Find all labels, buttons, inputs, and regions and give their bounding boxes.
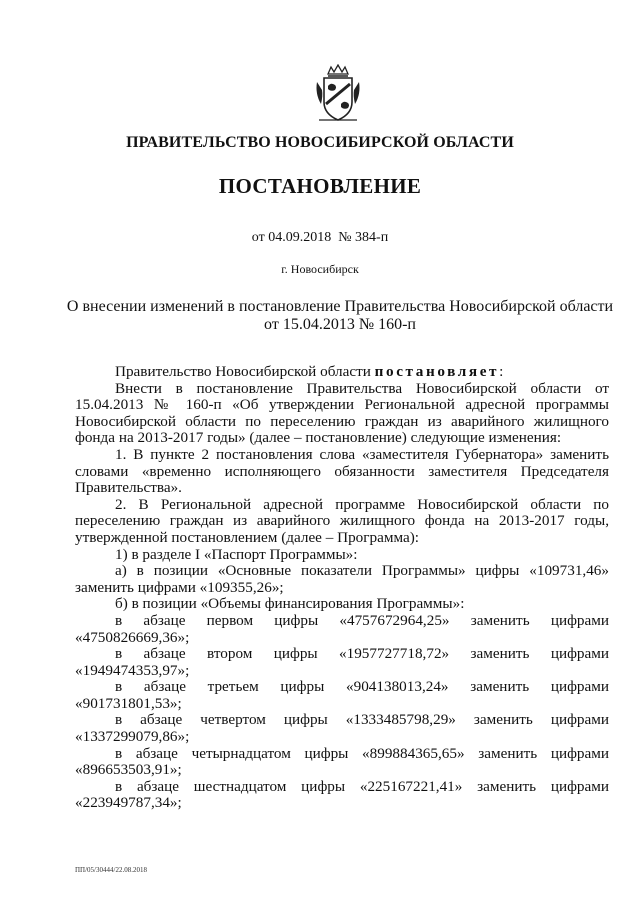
paragraph-10: в абзаце четвертом цифры «1333485798,29» заменить цифрами «1337299079,86»; (75, 711, 609, 746)
paragraph-3: 2. В Региональной адресной программе Новосибирской области по переселению граждан из аварийного жилищного фонда на 2013-2017 годы, утвержденной постановлением (далее – Программа): (75, 495, 609, 546)
paragraph-11: в абзаце четырнадцатом цифры «899884365,65» заменить цифрами «896653503,91»; (75, 744, 609, 779)
coat-of-arms-icon (314, 64, 362, 124)
document-body (75, 364, 609, 812)
paragraph-8: в абзаце втором цифры «1957727718,72» заменить цифрами «1949474353,97»; (75, 645, 609, 679)
subject-line-2: от 15.04.2013 № 160-п (264, 316, 416, 333)
paragraph-7: в абзаце первом цифры «4757672964,25» заменить цифрами «4750826669,36»; (75, 611, 609, 646)
paragraph-12: в абзаце шестнадцатом цифры «225167221,41» заменить цифрами «223949787,34»; (75, 777, 609, 812)
subject (60, 298, 620, 334)
intro-prefix: Правительство Новосибирской области (115, 363, 375, 380)
city: г. Новосибирск (281, 262, 359, 276)
paragraph-9: в абзаце третьем цифры «904138013,24» заменить цифрами «901731801,53»; (75, 678, 609, 712)
intro-verb: постановляет (374, 363, 500, 380)
intro-paragraph (75, 364, 609, 381)
government-title: ПРАВИТЕЛЬСТВО НОВОСИБИРСКОЙ ОБЛАСТИ (126, 134, 514, 151)
intro-suffix: : (499, 363, 504, 380)
date-and-number: от 04.09.2018 № 384-п (251, 230, 389, 245)
paragraph-4: 1) в разделе I «Паспорт Программы»: (115, 545, 358, 563)
paragraph-5: а) в позиции «Основные показатели Программы» цифры «109731,46» заменить цифрами «109355,26»; (75, 562, 609, 596)
document-code: ПП/05/30444/22.08.2018 (75, 866, 147, 874)
subject-line-1: О внесении изменений в постановление Правительства Новосибирской области (66, 298, 614, 315)
document-type: ПОСТАНОВЛЕНИЕ (218, 174, 422, 198)
paragraph-6: б) в позиции «Объемы финансирования Программы»: (115, 595, 465, 613)
paragraph-1: Внести в постановление Правительства Новосибирской области от 15.04.2013 № 160-п «Об утверждении Региональной адресной программы Новосибирской области по переселению граждан из аварийного жилищного фонда на 2013-2017 годы» (далее – постановление) следующие изменения: (75, 379, 609, 447)
paragraph-2: 1. В пункте 2 постановления слова «заместителя Губернатора» заменить словами «временно исполняющего обязанности заместителя Председателя Правительства». (75, 445, 609, 497)
